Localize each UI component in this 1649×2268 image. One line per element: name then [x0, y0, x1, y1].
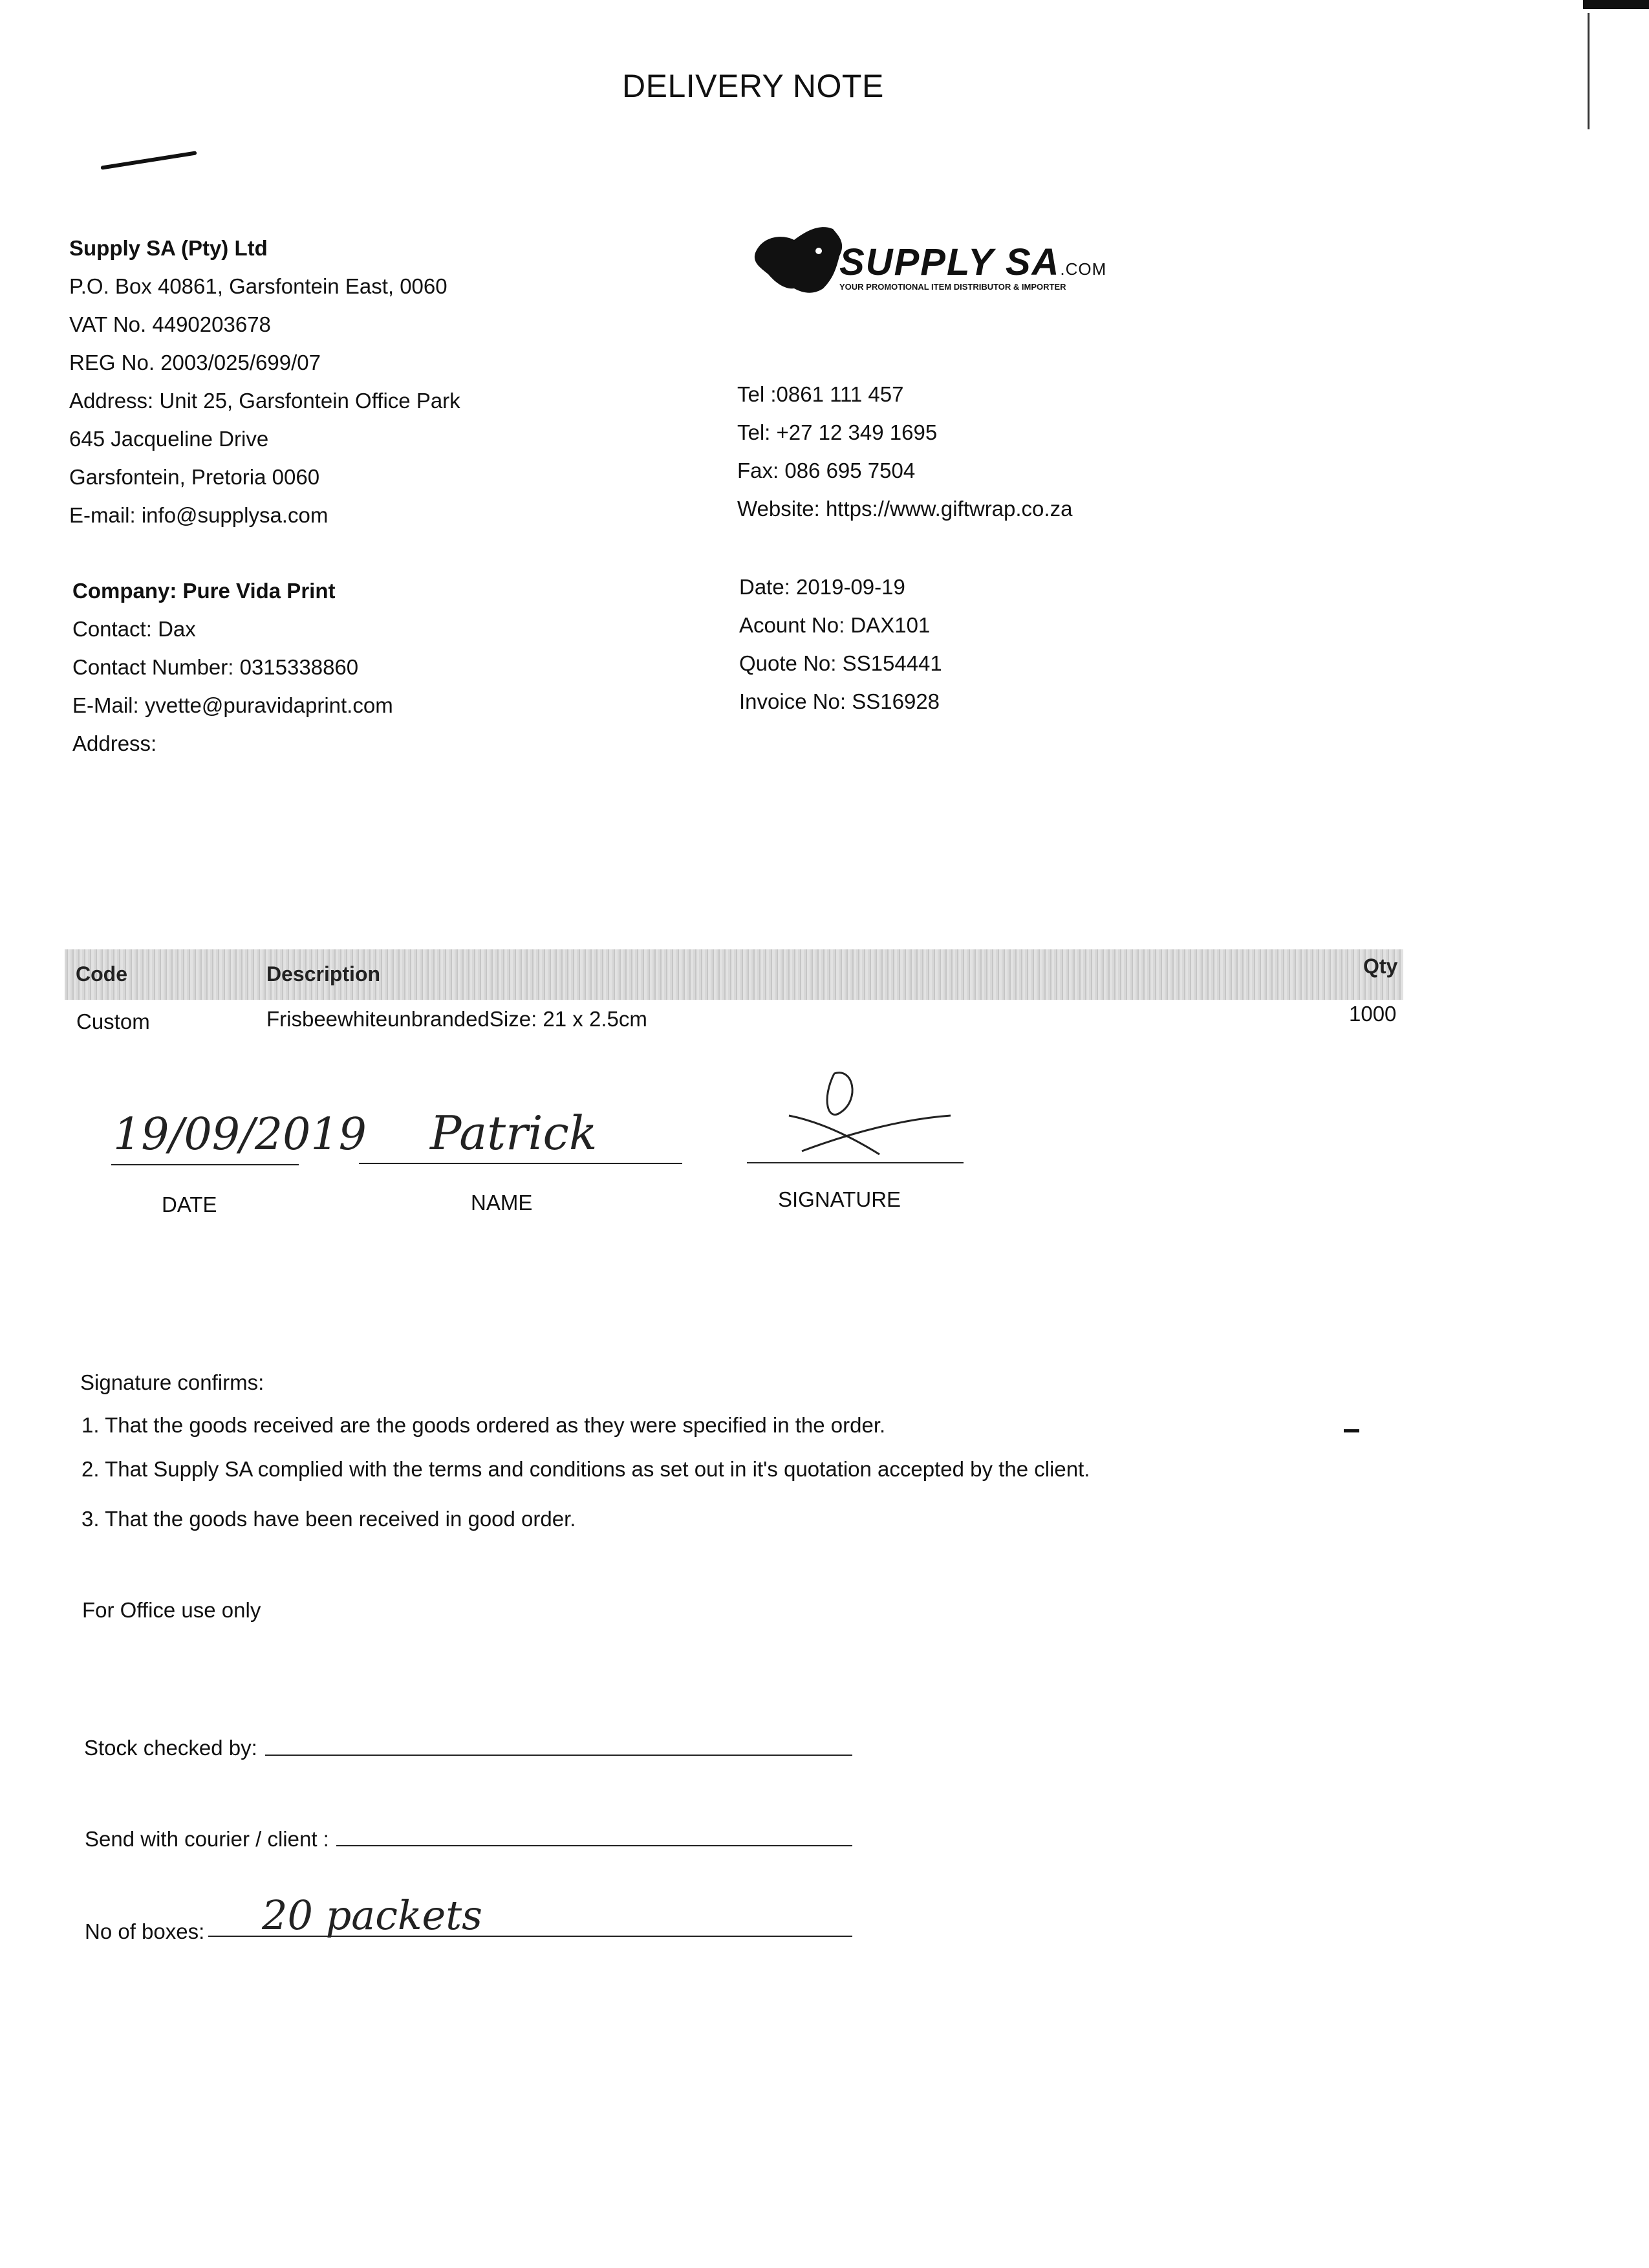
signature-label: SIGNATURE — [778, 1187, 901, 1211]
logo-tagline: YOUR PROMOTIONAL ITEM DISTRIBUTOR & IMPORTER — [839, 282, 1066, 292]
customer-company: Company: Pure Vida Print — [72, 579, 336, 603]
supplier-line: Garsfontein, Pretoria 0060 — [69, 465, 320, 489]
stock-checked-line — [265, 1755, 852, 1756]
signature-scribble — [763, 1061, 957, 1164]
reference-line: Acount No: DAX101 — [739, 613, 931, 637]
confirmation-item: 1. That the goods received are the goods ordered as they were specified in the order. — [81, 1413, 886, 1437]
contact-line: Tel: +27 12 349 1695 — [737, 420, 938, 444]
handwritten-boxes: 20 packets — [262, 1892, 482, 1939]
reference-block — [739, 574, 942, 727]
reference-line: Invoice No: SS16928 — [739, 689, 940, 713]
supplier-line: REG No. 2003/025/699/07 — [69, 351, 321, 374]
contact-line: Tel :0861 111 457 — [737, 382, 904, 406]
signature-line — [747, 1162, 964, 1163]
confirmation-item: 2. That Supply SA complied with the terms and conditions as set out in it's quotation accepted by the client. — [81, 1457, 1090, 1481]
supplier-line: 645 Jacqueline Drive — [69, 427, 269, 451]
supplier-line: P.O. Box 40861, Garsfontein East, 0060 — [69, 274, 447, 298]
stock-checked-label: Stock checked by: — [84, 1736, 257, 1760]
supplier-line: Address: Unit 25, Garsfontein Office Park — [69, 389, 460, 413]
boxes-label: No of boxes: — [85, 1919, 205, 1943]
item-qty: 1000 — [1349, 1002, 1397, 1026]
office-heading: For Office use only — [82, 1598, 261, 1622]
customer-line: Contact Number: 0315338860 — [72, 655, 359, 679]
courier-line — [336, 1845, 852, 1846]
boxes-line — [208, 1936, 852, 1937]
confirmation-item: 3. That the goods have been received in good order. — [81, 1507, 576, 1531]
handwritten-date: 19/09/2019 — [113, 1109, 367, 1160]
item-code: Custom — [76, 1010, 150, 1033]
supplier-name: Supply SA (Pty) Ltd — [69, 236, 268, 260]
supplier-line: E-mail: info@supplysa.com — [69, 503, 329, 527]
pen-mark — [100, 151, 197, 169]
contact-block — [737, 382, 1072, 534]
column-header-code: Code — [76, 962, 127, 986]
scan-line-right — [1588, 13, 1590, 129]
customer-block — [72, 578, 393, 769]
customer-line: E-Mail: yvette@puravidaprint.com — [72, 693, 393, 717]
logo-wordmark: SUPPLY SA.COM — [839, 241, 1107, 283]
handwritten-name: Patrick — [430, 1106, 598, 1160]
confirmation-heading: Signature confirms: — [80, 1370, 264, 1394]
customer-line: Contact: Dax — [72, 617, 196, 641]
page-title: DELIVERY NOTE — [622, 68, 884, 104]
supplier-block — [69, 235, 460, 541]
company-logo — [749, 217, 1137, 308]
contact-line: Website: https://www.giftwrap.co.za — [737, 497, 1073, 521]
courier-label: Send with courier / client : — [85, 1827, 329, 1851]
item-description: FrisbeewhiteunbrandedSize: 21 x 2.5cm — [266, 1007, 647, 1031]
items-table-header — [65, 949, 1403, 1000]
name-line — [359, 1163, 682, 1164]
date-label: DATE — [162, 1193, 217, 1216]
date-line — [111, 1164, 299, 1165]
customer-line: Address: — [72, 731, 157, 755]
column-header-qty: Qty — [1363, 955, 1398, 978]
reference-line: Quote No: SS154441 — [739, 651, 942, 675]
name-label: NAME — [471, 1191, 533, 1215]
reference-line: Date: 2019-09-19 — [739, 575, 905, 599]
supplier-line: VAT No. 4490203678 — [69, 312, 271, 336]
column-header-description: Description — [266, 962, 381, 986]
contact-line: Fax: 086 695 7504 — [737, 459, 916, 482]
scan-speck — [1344, 1429, 1359, 1432]
scan-mark-top-right — [1583, 0, 1649, 9]
